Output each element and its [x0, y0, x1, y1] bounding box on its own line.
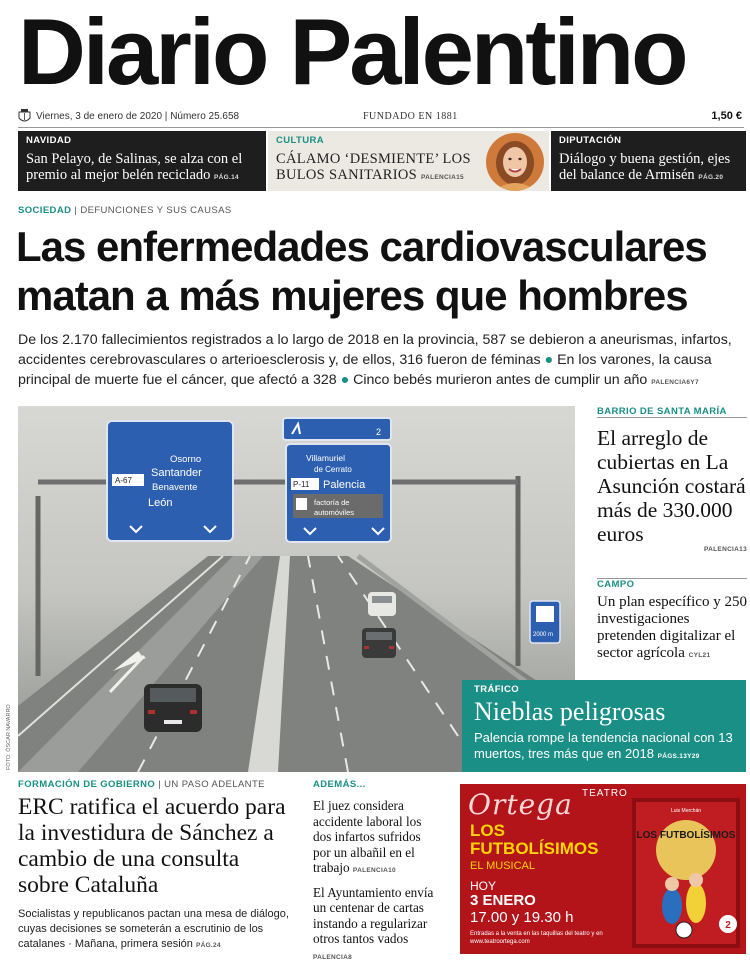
page-ref: PALENCIA13 — [704, 546, 747, 553]
svg-text:FOTO: ÓSCAR NAVARRO: FOTO: ÓSCAR NAVARRO — [6, 704, 12, 770]
dateline — [18, 108, 744, 128]
ademas-item[interactable]: El Ayuntamiento envía un centenar de cartas instando a regularizar otros tantos vados PALENCIA8 — [313, 884, 434, 961]
ad-show-title: LOS FUTBOLÍSIMOS — [470, 821, 599, 858]
politics-text: Socialistas y republicanos pactan una mesa de diálogo, cuyas decisiones se someterán a escrutinio de los catalanes · Mañana, primera sesión PÁG.24 — [18, 908, 289, 950]
ademas-column — [313, 779, 441, 961]
sign-text: Benavente — [152, 482, 198, 493]
poster-credit: Luis Merchán — [670, 808, 702, 814]
teaser-kicker: CULTURA — [276, 135, 325, 146]
ad-hoy: HOY — [470, 879, 497, 893]
sign-text: 2 — [376, 427, 382, 437]
poster-badge: 2 — [725, 920, 731, 931]
sign-text: 2000 m — [533, 632, 554, 638]
portrait-photo — [486, 133, 544, 191]
ad-date: 3 ENERO — [470, 892, 536, 909]
sidebar-text: El arreglo de cubiertas en La Asunción costará más de 330.000 euros — [597, 426, 746, 546]
traffic-title: Nieblas peligrosas — [474, 697, 666, 726]
sign-text: factoría de — [314, 498, 350, 507]
sign-text: P-11 — [293, 480, 310, 489]
teaser-text: CÁLAMO ‘DESMIENTE’ LOS BULOS SANITARIOS PALENCIA15 — [276, 151, 471, 183]
founded-note: FUNDADO EN 1881 — [363, 111, 458, 122]
politics-title: ERC ratifica el acuerdo para la investidura de Sánchez a cambio de una consulta sobre Cataluña — [18, 794, 286, 898]
main-story-kicker: SOCIEDAD | DEFUNCIONES Y SUS CAUSAS — [18, 205, 232, 216]
edition-date: Viernes, 3 de enero de 2020 | Número 25.658 — [36, 111, 240, 122]
sidebar-kicker: CAMPO — [597, 579, 635, 590]
politics-kicker: FORMACIÓN DE GOBIERNO | UN PASO ADELANTE — [18, 779, 265, 790]
sign-text: A-67 — [115, 476, 132, 485]
ad-venue: TEATRO — [582, 788, 628, 799]
ademas-kicker: ADEMÁS... — [313, 779, 366, 790]
ad-subtitle: EL MUSICAL — [470, 860, 536, 872]
main-story-lede: De los 2.170 fallecimientos registrados a lo largo de 2018 en la provincia, 587 se debieron a aneurismas, infartos, accidentes cerebrovasculares o arterioesclerosis y, de ellos, 316 fueron de féminas ● En los varones, la causa principal de muerte fue el cáncer, que afectó a 328 ● Cinco bebés murieron antes de cumplir un año PALENCIA6Y7 — [18, 332, 732, 388]
sign-text: Osorno — [170, 454, 202, 465]
poster-title: LOS FUTBOLÍSIMOS — [636, 830, 736, 841]
sign-text: Villamuriel — [306, 453, 346, 463]
teaser-kicker: NAVIDAD — [26, 135, 72, 146]
bullet-icon: ● — [544, 352, 554, 368]
theatre-advertisement[interactable] — [460, 784, 746, 954]
ad-tickets: Entradas a la venta en las taquillas del teatro y en www.teatroortega.com — [470, 931, 603, 945]
teaser-text: San Pelayo, de Salinas, se alza con el premio al mejor belén reciclado PÁG.14 — [26, 151, 243, 183]
masthead: Diario Palentino — [18, 0, 686, 104]
traffic-kicker: TRÁFICO — [474, 684, 520, 695]
cover-price: 1,50 € — [711, 110, 742, 122]
sidebar-story-asuncion[interactable] — [597, 406, 747, 553]
sign-text: de Cerrato — [314, 465, 352, 474]
ademas-item[interactable]: El juez considera accidente laboral los dos infartos sufridos por un albañil en el trabajo PALENCIA10 — [313, 798, 422, 875]
coat-of-arms-icon — [18, 109, 31, 124]
sidebar-story-campo[interactable] — [597, 578, 747, 664]
teaser-kicker: DIPUTACIÓN — [559, 135, 622, 146]
traffic-text: Palencia rompe la tendencia nacional con 13 muertos, tres más que en 2018 PÁGS.13Y29 — [474, 730, 733, 761]
ad-poster — [632, 798, 740, 948]
sidebar-kicker: BARRIO DE SANTA MARÍA — [597, 406, 727, 417]
ad-logo: Ortega — [468, 788, 573, 821]
politics-story[interactable] — [18, 779, 294, 953]
sidebar-text: Un plan específico y 250 investigaciones pretenden digitalizar el sector agrícola CYL21 — [597, 594, 747, 661]
traffic-box[interactable] — [462, 680, 746, 772]
sign-text: Palencia — [323, 479, 366, 491]
ad-times: 17.00 y 19.30 h — [470, 909, 574, 926]
teaser-navidad[interactable] — [18, 131, 266, 191]
sign-text: Santander — [151, 467, 202, 479]
sign-text: automóviles — [314, 508, 355, 517]
divider — [597, 417, 747, 418]
main-headline[interactable]: Las enfermedades cardiovasculares matan a más mujeres que hombres — [16, 223, 707, 319]
teaser-text: Diálogo y buena gestión, ejes del balance de Armisén PÁG.20 — [559, 151, 731, 183]
sign-text: León — [148, 497, 173, 509]
photo-credit — [3, 690, 13, 770]
bullet-icon: ● — [340, 372, 350, 388]
teaser-diputacion[interactable] — [551, 131, 746, 191]
